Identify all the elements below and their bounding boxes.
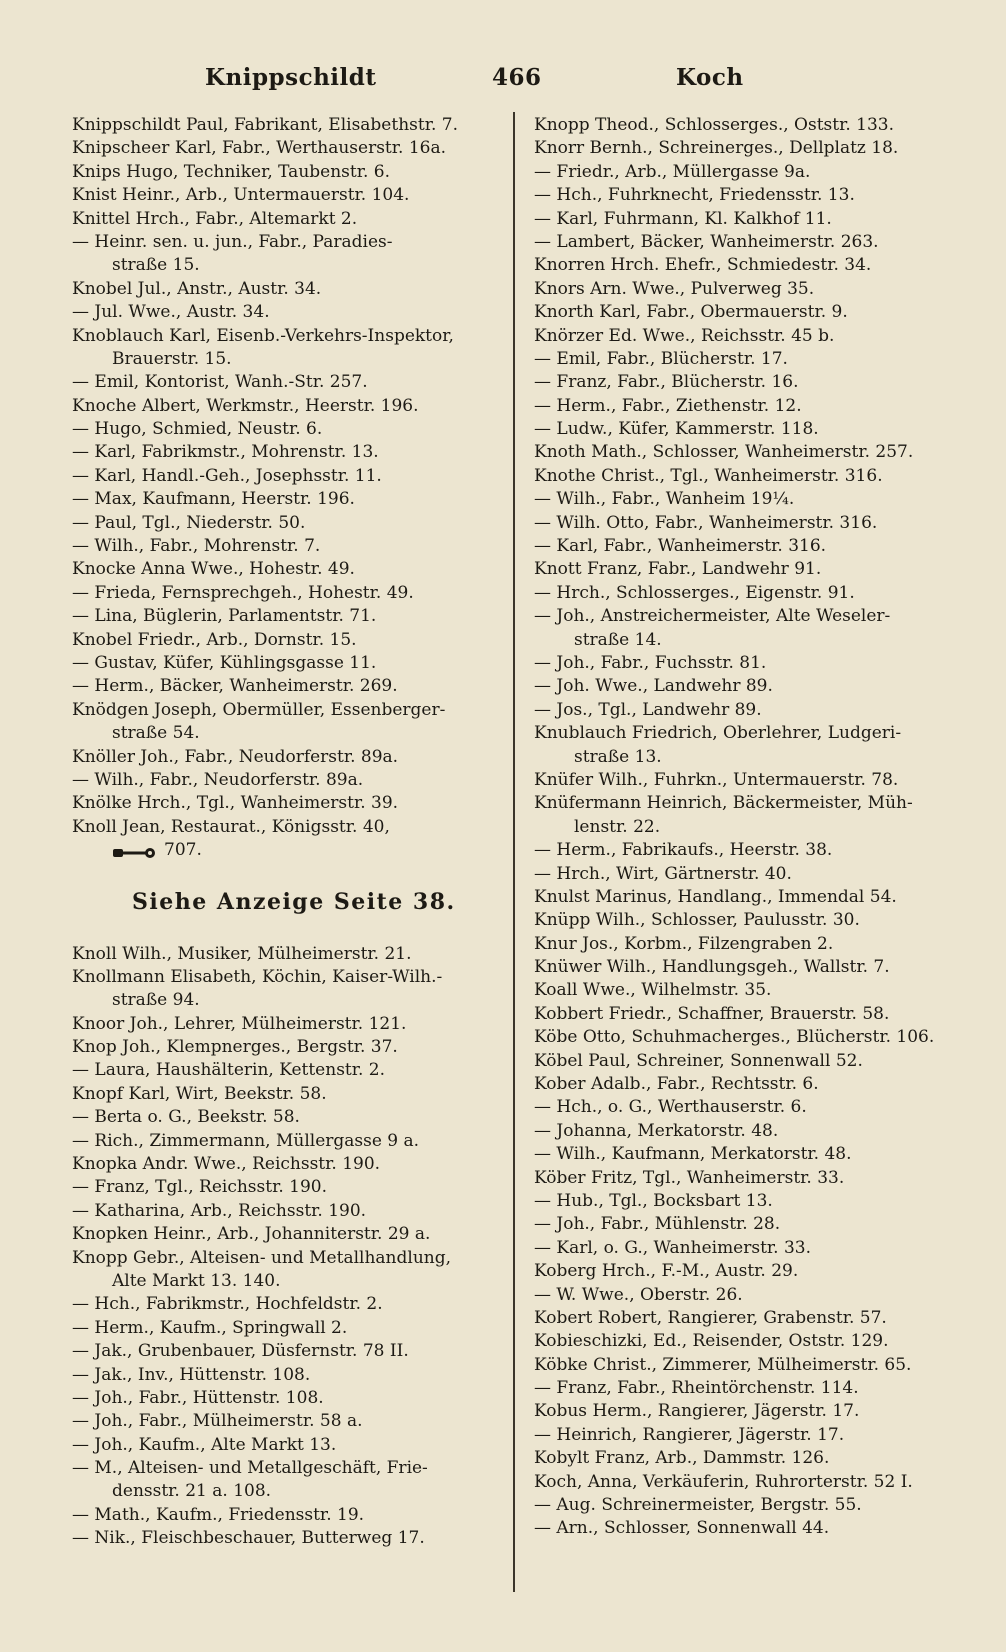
entry-text: — Herm., Fabrikaufs., Heerstr. 38. xyxy=(534,840,833,861)
entry-text: — Emil, Fabr., Blücherstr. 17. xyxy=(534,348,788,369)
directory-entry-line xyxy=(534,231,974,254)
directory-entry-line xyxy=(534,699,974,722)
directory-entry-line xyxy=(534,1073,974,1096)
directory-entry-line xyxy=(534,722,974,745)
entry-text: Knippschildt Paul, Fabrikant, Elisabethstr. 7. xyxy=(72,115,458,135)
directory-entry-line xyxy=(72,441,504,464)
entry-text: Knur Jos., Korbm., Filzengraben 2. xyxy=(534,933,834,954)
entry-text: — Paul, Tgl., Niederstr. 50. xyxy=(72,512,306,533)
entry-text: — Franz, Fabr., Rheintörchenstr. 114. xyxy=(534,1378,859,1399)
entry-text: — Frieda, Fernsprechgeh., Hohestr. 49. xyxy=(72,582,414,603)
directory-entry-line xyxy=(72,558,504,581)
entry-text: Knott Franz, Fabr., Landwehr 91. xyxy=(534,559,822,580)
directory-entry-line xyxy=(72,816,504,839)
entry-text: straße 94. xyxy=(112,990,200,1011)
directory-entry-line xyxy=(534,137,974,160)
entry-text: Koall Wwe., Wilhelmstr. 35. xyxy=(534,980,772,1001)
entry-text: Köbe Otto, Schuhmacherges., Blücherstr. 106. xyxy=(534,1027,935,1048)
entry-text: — Emil, Kontorist, Wanh.-Str. 257. xyxy=(72,372,368,393)
directory-entry-line xyxy=(72,512,504,535)
entry-text: straße 13. xyxy=(574,746,662,767)
entry-text: Alte Markt 13. 140. xyxy=(112,1270,281,1291)
directory-entry-line xyxy=(72,629,504,652)
directory-entry-line xyxy=(72,231,504,254)
directory-entry-line xyxy=(534,1120,974,1143)
directory-entry-line xyxy=(534,979,974,1002)
directory-entry-line xyxy=(534,488,974,511)
entry-text: — Karl, Handl.-Geh., Josephsstr. 11. xyxy=(72,465,382,486)
directory-entry-line xyxy=(534,161,974,184)
entry-text: — Karl, Fabrikmstr., Mohrenstr. 13. xyxy=(72,442,379,463)
directory-entry-line xyxy=(72,1130,504,1153)
directory-entry-line xyxy=(72,1036,504,1059)
directory-entry-line xyxy=(534,1307,974,1330)
entry-text: — Joh., Fabr., Mülheimerstr. 58 a. xyxy=(72,1411,363,1432)
entry-text: Knölke Hrch., Tgl., Wanheimerstr. 39. xyxy=(72,793,399,814)
directory-entry-line xyxy=(72,605,504,628)
entry-text: Knoth Math., Schlosser, Wanheimerstr. 257. xyxy=(534,442,914,463)
entry-text: — Franz, Fabr., Blücherstr. 16. xyxy=(534,372,799,393)
directory-entry-line xyxy=(534,1377,974,1400)
directory-entry-line xyxy=(72,1504,504,1527)
entry-text: Knüfer Wilh., Fuhrkn., Untermauerstr. 78. xyxy=(534,769,899,790)
entry-text: Knollmann Elisabeth, Köchin, Kaiser-Wilh.- xyxy=(72,966,443,987)
directory-entry-line xyxy=(534,558,974,581)
entry-text: — Wilh., Fabr., Wanheim 19¼. xyxy=(534,489,795,510)
directory-entry-line xyxy=(534,1447,974,1470)
directory-entry-line xyxy=(534,278,974,301)
entry-text: — Jos., Tgl., Landwehr 89. xyxy=(534,699,762,720)
directory-entry-line xyxy=(72,1176,504,1199)
directory-entry-line xyxy=(534,114,974,137)
entry-text: Knüpp Wilh., Schlosser, Paulusstr. 30. xyxy=(534,910,860,931)
directory-entry-line xyxy=(72,989,504,1012)
directory-entry-line xyxy=(534,348,974,371)
entry-text: — Joh., Fabr., Hüttenstr. 108. xyxy=(72,1387,324,1408)
directory-entry-line xyxy=(72,1106,504,1129)
entry-text: — Jak., Inv., Hüttenstr. 108. xyxy=(72,1364,311,1385)
entry-text: Knoor Joh., Lehrer, Mülheimerstr. 121. xyxy=(72,1013,407,1034)
entry-text: — Karl, o. G., Wanheimerstr. 33. xyxy=(534,1237,812,1258)
directory-entry-line xyxy=(534,371,974,394)
directory-entry-line xyxy=(534,629,974,652)
directory-entry-line xyxy=(72,1153,504,1176)
entry-text: — Herm., Fabr., Ziethenstr. 12. xyxy=(534,395,802,416)
directory-entry-line xyxy=(534,325,974,348)
entry-text: densstr. 21 a. 108. xyxy=(112,1481,272,1502)
right-entries xyxy=(534,114,974,1541)
directory-entry-line xyxy=(72,301,504,324)
directory-entry-line xyxy=(534,1471,974,1494)
entry-text: Knublauch Friedrich, Oberlehrer, Ludgeri- xyxy=(534,723,902,744)
directory-entry-line xyxy=(534,1050,974,1073)
entry-text: — Nik., Fleischbeschauer, Butterweg 17. xyxy=(72,1528,425,1549)
directory-entry-line xyxy=(72,418,504,441)
entry-text: straße 15. xyxy=(112,255,200,276)
directory-entry-line xyxy=(534,1517,974,1540)
telephone-icon xyxy=(112,844,156,858)
directory-entry-line xyxy=(72,699,504,722)
entry-text: Kobylt Franz, Arb., Dammstr. 126. xyxy=(534,1448,830,1469)
directory-entry-line xyxy=(534,1424,974,1447)
directory-entry-line xyxy=(534,465,974,488)
directory-entry-line xyxy=(534,839,974,862)
entry-text: — Hrch., Schlosserges., Eigenstr. 91. xyxy=(534,582,855,603)
directory-entry-line xyxy=(72,792,504,815)
entry-text: Kober Adalb., Fabr., Rechtsstr. 6. xyxy=(534,1074,819,1095)
entry-text: Brauerstr. 15. xyxy=(112,348,232,369)
entry-text: Knorr Bernh., Schreinerges., Dellplatz 18. xyxy=(534,138,899,159)
entry-text: — Hch., Fuhrknecht, Friedensstr. 13. xyxy=(534,185,855,206)
entry-text: — Franz, Tgl., Reichsstr. 190. xyxy=(72,1177,328,1198)
entry-text: Knothe Christ., Tgl., Wanheimerstr. 316. xyxy=(534,465,883,486)
directory-entry-line xyxy=(534,1400,974,1423)
directory-entry-line xyxy=(72,1317,504,1340)
entry-text: Köbel Paul, Schreiner, Sonnenwall 52. xyxy=(534,1050,863,1071)
directory-entry-line xyxy=(72,161,504,184)
directory-entry-line xyxy=(534,652,974,675)
left-column xyxy=(72,114,504,1551)
directory-entry-line xyxy=(534,816,974,839)
entry-text: — Hugo, Schmied, Neustr. 6. xyxy=(72,419,323,440)
directory-entry-line xyxy=(534,1354,974,1377)
directory-entry-line xyxy=(534,746,974,769)
entry-text: — Heinrich, Rangierer, Jägerstr. 17. xyxy=(534,1424,845,1445)
entry-text: — Herm., Bäcker, Wanheimerstr. 269. xyxy=(72,676,398,697)
directory-entry-line xyxy=(72,652,504,675)
entry-text: Köber Fritz, Tgl., Wanheimerstr. 33. xyxy=(534,1167,845,1188)
entry-text: Knoll Wilh., Musiker, Mülheimerstr. 21. xyxy=(72,943,412,964)
directory-entry-line xyxy=(534,675,974,698)
directory-entry-line xyxy=(534,582,974,605)
entry-text: — Joh., Kaufm., Alte Markt 13. xyxy=(72,1434,337,1455)
entry-text: Knoblauch Karl, Eisenb.-Verkehrs-Inspektor, xyxy=(72,325,454,346)
entry-text: Knipscheer Karl, Fabr., Werthauserstr. 16a. xyxy=(72,138,446,159)
directory-entry-line xyxy=(534,1260,974,1283)
entry-text: — Joh., Fabr., Mühlenstr. 28. xyxy=(534,1214,781,1235)
directory-entry-line xyxy=(72,966,504,989)
right-column xyxy=(534,114,974,1541)
entry-text: Knoche Albert, Werkmstr., Heerstr. 196. xyxy=(72,395,419,416)
directory-entry-line xyxy=(534,395,974,418)
entry-text: Köbke Christ., Zimmerer, Mülheimerstr. 65. xyxy=(534,1354,912,1375)
entry-text: Knödgen Joseph, Obermüller, Essenberger- xyxy=(72,699,446,720)
directory-entry-line xyxy=(72,1480,504,1503)
entry-text: — Wilh., Kaufmann, Merkatorstr. 48. xyxy=(534,1144,852,1165)
entry-text: — Berta o. G., Beekstr. 58. xyxy=(72,1107,300,1128)
directory-entry-line xyxy=(534,418,974,441)
entry-text: 707. xyxy=(164,840,202,861)
entry-text: — Katharina, Arb., Reichsstr. 190. xyxy=(72,1200,367,1221)
entry-text: — Wilh. Otto, Fabr., Wanheimerstr. 316. xyxy=(534,512,878,533)
directory-entry-line xyxy=(534,208,974,231)
directory-entry-line xyxy=(72,535,504,558)
left-entries-continued xyxy=(72,943,504,1551)
directory-entry-line xyxy=(72,254,504,277)
directory-entry-line xyxy=(72,1223,504,1246)
directory-entry-line xyxy=(72,137,504,160)
entry-text: Knorth Karl, Fabr., Obermauerstr. 9. xyxy=(534,302,848,323)
directory-entry-line xyxy=(534,1494,974,1517)
directory-entry-line xyxy=(534,1237,974,1260)
directory-entry-line xyxy=(534,956,974,979)
directory-entry-line xyxy=(72,1200,504,1223)
directory-entry-line xyxy=(72,1387,504,1410)
running-head-right: Koch xyxy=(676,64,744,91)
directory-entry-line xyxy=(72,839,504,862)
entry-text: Knopken Heinr., Arb., Johanniterstr. 29 a. xyxy=(72,1224,431,1245)
directory-entry-line xyxy=(72,1247,504,1270)
directory-entry-line xyxy=(72,114,504,137)
page-number: 466 xyxy=(492,64,542,91)
directory-entry-line xyxy=(534,605,974,628)
directory-entry-line xyxy=(534,441,974,464)
directory-entry-line xyxy=(534,1213,974,1236)
directory-entry-line xyxy=(72,1527,504,1550)
entry-text: — Gustav, Küfer, Kühlingsgasse 11. xyxy=(72,652,377,673)
directory-entry-line xyxy=(72,278,504,301)
directory-entry-line xyxy=(72,395,504,418)
entry-text: — Ludw., Küfer, Kammerstr. 118. xyxy=(534,419,819,440)
entry-text: — Jak., Grubenbauer, Düsfernstr. 78 II. xyxy=(72,1341,409,1362)
entry-text: — Karl, Fuhrmann, Kl. Kalkhof 11. xyxy=(534,208,832,229)
directory-entry-line xyxy=(534,769,974,792)
entry-text: — Lambert, Bäcker, Wanheimerstr. 263. xyxy=(534,231,879,252)
directory-entry-line xyxy=(72,488,504,511)
directory-entry-line xyxy=(72,582,504,605)
entry-text: — M., Alteisen- und Metallgeschäft, Frie- xyxy=(72,1458,428,1479)
entry-text: — Math., Kaufm., Friedensstr. 19. xyxy=(72,1504,365,1525)
entry-text: Knips Hugo, Techniker, Taubenstr. 6. xyxy=(72,161,390,182)
entry-text: — Hrch., Wirt, Gärtnerstr. 40. xyxy=(534,863,792,884)
directory-entry-line xyxy=(534,1096,974,1119)
entry-text: Koch, Anna, Verkäuferin, Ruhrorterstr. 52 I. xyxy=(534,1471,913,1492)
entry-text: — Joh. Wwe., Landwehr 89. xyxy=(534,676,773,697)
entry-text: — Arn., Schlosser, Sonnenwall 44. xyxy=(534,1518,830,1539)
directory-entry-line xyxy=(534,254,974,277)
directory-entry-line xyxy=(72,465,504,488)
directory-entry-line xyxy=(72,1457,504,1480)
entry-text: — Heinr. sen. u. jun., Fabr., Paradies- xyxy=(72,231,393,252)
directory-entry-line xyxy=(534,1143,974,1166)
entry-text: Knobel Friedr., Arb., Dornstr. 15. xyxy=(72,629,357,650)
entry-text: lenstr. 22. xyxy=(574,816,661,837)
entry-text: Knoll Jean, Restaurat., Königsstr. 40, xyxy=(72,816,390,837)
directory-entry-line xyxy=(72,675,504,698)
directory-entry-line xyxy=(534,863,974,886)
entry-text: Kobus Herm., Rangierer, Jägerstr. 17. xyxy=(534,1401,860,1422)
running-head-left: Knippschildt xyxy=(205,64,377,91)
directory-entry-line xyxy=(72,1434,504,1457)
entry-text: — Hub., Tgl., Bocksbart 13. xyxy=(534,1190,773,1211)
directory-entry-line xyxy=(534,512,974,535)
entry-text: — Johanna, Merkatorstr. 48. xyxy=(534,1120,779,1141)
entry-text: — Wilh., Fabr., Mohrenstr. 7. xyxy=(72,536,321,557)
entry-text: Knopka Andr. Wwe., Reichsstr. 190. xyxy=(72,1154,381,1175)
entry-text: Koberg Hrch., F.-M., Austr. 29. xyxy=(534,1261,799,1282)
entry-text: — Max, Kaufmann, Heerstr. 196. xyxy=(72,489,355,510)
entry-text: Knorren Hrch. Ehefr., Schmiedestr. 34. xyxy=(534,255,872,276)
directory-entry-line xyxy=(72,184,504,207)
directory-entry-line xyxy=(534,886,974,909)
entry-text: — Aug. Schreinermeister, Bergstr. 55. xyxy=(534,1495,862,1516)
entry-text: Knulst Marinus, Handlang., Immendal 54. xyxy=(534,886,897,907)
entry-text: Knors Arn. Wwe., Pulverweg 35. xyxy=(534,278,815,299)
directory-entry-line xyxy=(72,371,504,394)
entry-text: Kobert Robert, Rangierer, Grabenstr. 57. xyxy=(534,1307,887,1328)
directory-entry-line xyxy=(72,746,504,769)
directory-entry-line xyxy=(72,1340,504,1363)
directory-entry-line xyxy=(534,535,974,558)
directory-entry-line xyxy=(534,792,974,815)
directory-entry-line xyxy=(72,1013,504,1036)
entry-text: — Wilh., Fabr., Neudorferstr. 89a. xyxy=(72,769,364,790)
entry-text: — Hch., Fabrikmstr., Hochfeldstr. 2. xyxy=(72,1294,383,1315)
entry-text: — Friedr., Arb., Müllergasse 9a. xyxy=(534,161,811,182)
directory-entry-line xyxy=(72,1364,504,1387)
entry-text: Knöller Joh., Fabr., Neudorferstr. 89a. xyxy=(72,746,399,767)
entry-text: — W. Wwe., Oberstr. 26. xyxy=(534,1284,743,1305)
left-entries xyxy=(72,114,504,863)
entry-text: straße 14. xyxy=(574,629,662,650)
directory-entry-line xyxy=(72,1270,504,1293)
directory-entry-line xyxy=(72,1083,504,1106)
directory-entry-line xyxy=(534,933,974,956)
entry-text: — Herm., Kaufm., Springwall 2. xyxy=(72,1317,348,1338)
entry-text: Knop Joh., Klempnerges., Bergstr. 37. xyxy=(72,1037,398,1058)
entry-text: — Karl, Fabr., Wanheimerstr. 316. xyxy=(534,536,827,557)
entry-text: — Lina, Büglerin, Parlamentstr. 71. xyxy=(72,606,377,627)
directory-entry-line xyxy=(72,1059,504,1082)
entry-text: Knopp Theod., Schlosserges., Oststr. 133. xyxy=(534,115,894,135)
entry-text: — Hch., o. G., Werthauserstr. 6. xyxy=(534,1097,807,1118)
entry-text: Kobieschizki, Ed., Reisender, Oststr. 129. xyxy=(534,1331,889,1352)
entry-text: Knopp Gebr., Alteisen- und Metallhandlung, xyxy=(72,1247,451,1268)
entry-text: Knüwer Wilh., Handlungsgeh., Wallstr. 7. xyxy=(534,957,890,978)
directory-entry-line xyxy=(534,1026,974,1049)
advertisement-notice: Siehe Anzeige Seite 38. xyxy=(132,888,456,915)
directory-entry-line xyxy=(72,348,504,371)
entry-text: Knist Heinr., Arb., Untermauerstr. 104. xyxy=(72,185,410,206)
entry-text: Kobbert Friedr., Schaffner, Brauerstr. 58. xyxy=(534,1003,890,1024)
directory-entry-line xyxy=(534,1167,974,1190)
directory-entry-line xyxy=(72,769,504,792)
entry-text: straße 54. xyxy=(112,723,200,744)
entry-text: Knocke Anna Wwe., Hohestr. 49. xyxy=(72,559,355,580)
directory-entry-line xyxy=(534,1330,974,1353)
directory-entry-line xyxy=(534,1003,974,1026)
directory-entry-line xyxy=(72,325,504,348)
column-divider xyxy=(513,112,515,1592)
entry-text: — Jul. Wwe., Austr. 34. xyxy=(72,302,270,323)
entry-text: — Joh., Fabr., Fuchsstr. 81. xyxy=(534,652,767,673)
entry-text: Knopf Karl, Wirt, Beekstr. 58. xyxy=(72,1083,327,1104)
directory-entry-line xyxy=(72,1410,504,1433)
directory-entry-line xyxy=(534,1284,974,1307)
directory-entry-line xyxy=(534,184,974,207)
entry-text: Knittel Hrch., Fabr., Altemarkt 2. xyxy=(72,208,358,229)
entry-text: Knobel Jul., Anstr., Austr. 34. xyxy=(72,278,322,299)
directory-entry-line xyxy=(534,301,974,324)
directory-entry-line xyxy=(72,943,504,966)
entry-text: Knüfermann Heinrich, Bäckermeister, Müh- xyxy=(534,793,913,814)
entry-text: Knörzer Ed. Wwe., Reichsstr. 45 b. xyxy=(534,325,835,346)
directory-entry-line xyxy=(534,909,974,932)
directory-entry-line xyxy=(72,208,504,231)
directory-entry-line xyxy=(534,1190,974,1213)
entry-text: — Laura, Haushälterin, Kettenstr. 2. xyxy=(72,1060,386,1081)
directory-entry-line xyxy=(72,722,504,745)
entry-text: — Rich., Zimmermann, Müllergasse 9 a. xyxy=(72,1130,420,1151)
directory-entry-line xyxy=(72,1293,504,1316)
entry-text: — Joh., Anstreichermeister, Alte Weseler- xyxy=(534,606,891,627)
